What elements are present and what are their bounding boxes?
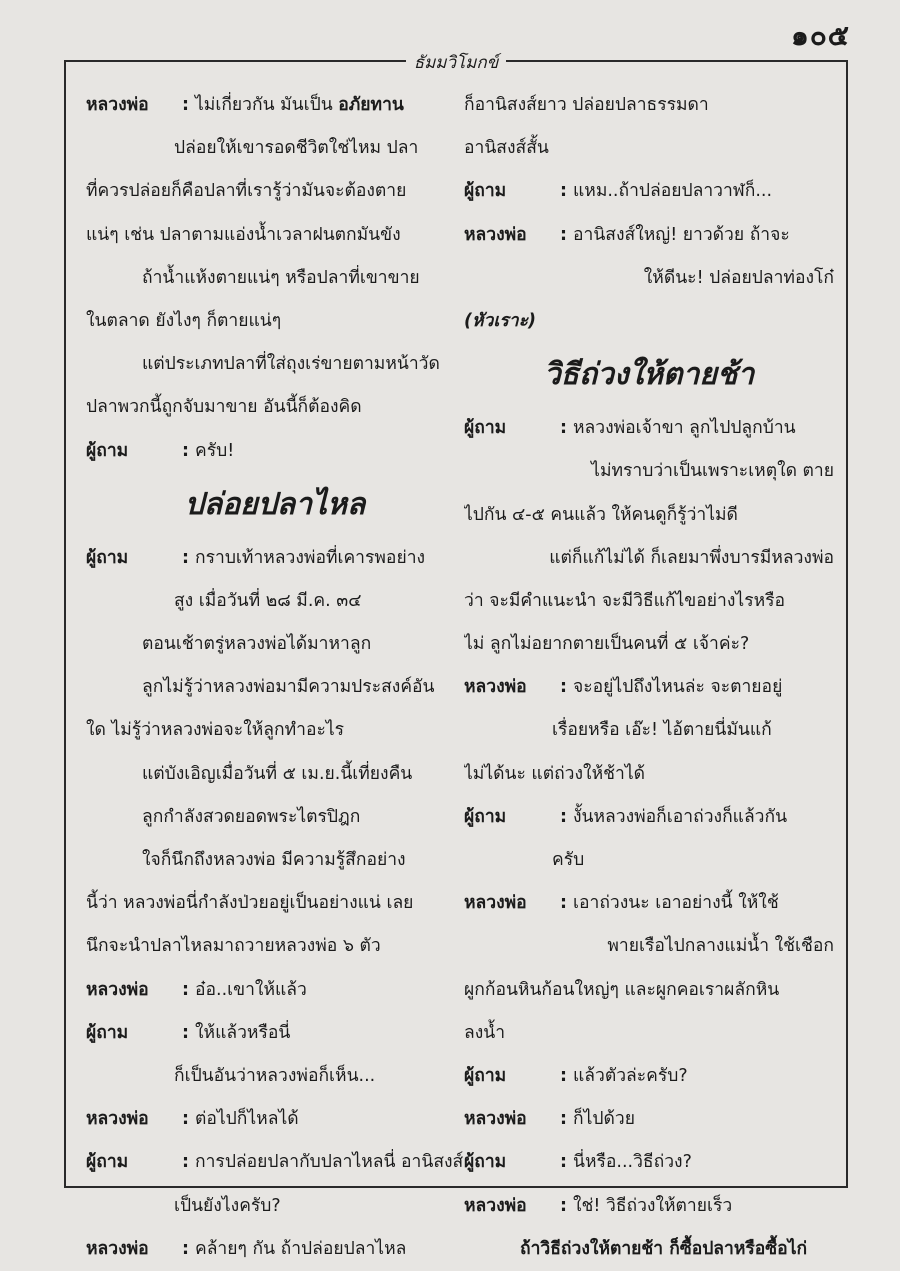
text-line: ใจก็นึกถึงหลวงพ่อ มีความรู้สึกอย่าง	[142, 850, 406, 870]
dialogue-line: หลวงพ่อ : จะอยู่ไปถึงไหนล่ะ จะตายอยู่	[464, 666, 834, 709]
dialogue-line: หลวงพ่อ : ต่อไปก็ไหลได้	[86, 1098, 464, 1141]
text-line: สูง เมื่อวันที่ ๒๘ มี.ค. ๓๔	[174, 590, 362, 611]
page-number: ๑๐๕	[790, 19, 850, 52]
line-text: เอาถ่วงนะ เอาอย่างนี้ ให้ใช้	[573, 893, 779, 914]
text-line: ไม่ ลูกไม่อยากตายเป็นคนที่ ๕ เจ้าค่ะ?	[464, 634, 750, 655]
line-text: ครับ!	[195, 440, 235, 461]
text-line: ปล่อยให้เขารอดชีวิตใช่ไหม ปลา	[174, 138, 419, 159]
dialogue-line: หลวงพ่อ : ก็ไปด้วย	[464, 1098, 834, 1141]
text-line: ลูกไม่รู้ว่าหลวงพ่อมามีความประสงค์อัน	[142, 677, 435, 698]
speaker-label: ผู้ถาม	[464, 1152, 507, 1173]
speaker-label: หลวงพ่อ	[86, 979, 149, 1000]
line-text: ให้แล้วหรือนี่	[195, 1022, 291, 1043]
text-line: ลูกกำลังสวดยอดพระไตรปิฎก	[142, 806, 361, 827]
speaker-label: ผู้ถาม	[464, 418, 507, 439]
right-column	[464, 84, 834, 1271]
speaker-label: หลวงพ่อ	[464, 1109, 527, 1130]
speaker-label: ผู้ถาม	[86, 547, 129, 568]
line-text: นี่หรือ...วิธีถ่วง?	[573, 1152, 692, 1173]
text-line: แต่ประเภทปลาที่ใส่ถุงเร่ขายตามหน้าวัด	[142, 354, 440, 375]
text-line: ถ้าวิธีถ่วงให้ตายช้า ก็ซื้อปลาหรือซื้อไก่	[520, 1238, 808, 1259]
speaker-label: ผู้ถาม	[464, 181, 507, 202]
speaker-label: ผู้ถาม	[464, 1065, 507, 1086]
dialogue-line: ผู้ถาม : แล้วตัวล่ะครับ?	[464, 1055, 834, 1098]
text-line: ตอนเช้าตรู่หลวงพ่อได้มาหาลูก	[142, 634, 372, 655]
dialogue-line: ผู้ถาม : นี่หรือ...วิธีถ่วง?	[464, 1141, 834, 1184]
text-line: ครับ	[552, 850, 585, 870]
text-line: ถ้าน้ำแห้งตายแน่ๆ หรือปลาที่เขาขาย	[142, 267, 420, 288]
dialogue-line: ผู้ถาม : ให้แล้วหรือนี่	[86, 1012, 464, 1055]
dialogue-line: หลวงพ่อ : ไม่เกี่ยวกัน มันเป็น อภัยทาน	[86, 84, 464, 127]
speaker-label: หลวงพ่อ	[464, 224, 527, 245]
text-line: ก็เป็นอันว่าหลวงพ่อก็เห็น...	[174, 1065, 376, 1086]
dialogue-line: ผู้ถาม : กราบเท้าหลวงพ่อที่เคารพอย่าง	[86, 537, 464, 580]
text-line: ไม่ได้นะ แต่ถ่วงให้ช้าได้	[464, 763, 645, 784]
speaker-label: หลวงพ่อ	[464, 677, 527, 698]
line-text: อ๋อ..เขาให้แล้ว	[195, 979, 307, 1000]
line-text: ต่อไปก็ไหลได้	[195, 1109, 299, 1130]
running-head	[66, 49, 846, 76]
line-text: งั้นหลวงพ่อก็เอาถ่วงก็แล้วกัน	[573, 806, 788, 827]
section-heading: ปล่อยปลาไหล	[184, 486, 366, 522]
dialogue-line: ผู้ถาม : งั้นหลวงพ่อก็เอาถ่วงก็แล้วกัน	[464, 796, 834, 839]
running-head-text: ธัมมวิโมกข์	[406, 53, 507, 73]
text-line: แน่ๆ เช่น ปลาตามแอ่งน้ำเวลาฝนตกมันขัง	[86, 224, 401, 245]
text-line: ไม่ทราบว่าเป็นเพราะเหตุใด ตาย	[591, 461, 834, 482]
text-line: ผูกก้อนหินก้อนใหญ่ๆ และผูกคอเราผลักหิน	[464, 979, 780, 1000]
text-line: ที่ควรปล่อยก็คือปลาที่เรารู้ว่ามันจะต้องตาย	[86, 181, 407, 202]
speaker-label: หลวงพ่อ	[86, 1109, 149, 1130]
text-line: ในตลาด ยังไงๆ ก็ตายแน่ๆ	[86, 310, 282, 331]
text-line: นี้ว่า หลวงพ่อนี่กำลังป่วยอยู่เป็นอย่างแน่ เลย	[86, 893, 414, 914]
speaker-label: หลวงพ่อ	[464, 893, 527, 914]
dialogue-line: หลวงพ่อ : อ๋อ..เขาให้แล้ว	[86, 969, 464, 1012]
dialogue-line: ผู้ถาม : หลวงพ่อเจ้าขา ลูกไปปลูกบ้าน	[464, 407, 834, 450]
text-line: อานิสงส์สั้น	[464, 138, 549, 159]
dialogue-line: หลวงพ่อ : ใช่! วิธีถ่วงให้ตายเร็ว	[464, 1185, 834, 1228]
line-text: คล้ายๆ กัน ถ้าปล่อยปลาไหล	[195, 1238, 407, 1259]
speaker-label: ผู้ถาม	[86, 440, 129, 461]
line-text: หลวงพ่อเจ้าขา ลูกไปปลูกบ้าน	[573, 418, 796, 439]
text-frame	[64, 53, 848, 1259]
dialogue-line: ผู้ถาม : แหม..ถ้าปล่อยปลาวาฬก็...	[464, 170, 834, 213]
line-text: ก็ไปด้วย	[573, 1109, 635, 1130]
left-column	[86, 84, 464, 1271]
line-text: แหม..ถ้าปล่อยปลาวาฬก็...	[573, 181, 773, 202]
text-line: (หัวเราะ)	[464, 310, 536, 331]
line-text: ใช่! วิธีถ่วงให้ตายเร็ว	[573, 1195, 733, 1216]
text-line: แต่บังเอิญเมื่อวันที่ ๕ เม.ย.นี้เที่ยงคืน	[142, 763, 413, 784]
line-text: ไม่เกี่ยวกัน มันเป็น	[195, 95, 333, 115]
text-line: ก็อานิสงส์ยาว ปล่อยปลาธรรมดา	[464, 95, 709, 115]
speaker-label: ผู้ถาม	[464, 806, 507, 827]
speaker-label: ผู้ถาม	[86, 1152, 129, 1173]
speaker-label: หลวงพ่อ	[86, 95, 149, 115]
line-text: อานิสงส์ใหญ่! ยาวด้วย ถ้าจะ	[573, 224, 790, 245]
dialogue-line: ผู้ถาม : ครับ!	[86, 430, 464, 473]
text-line: ว่า จะมีคำแนะนำ จะมีวิธีแก้ไขอย่างไรหรือ	[464, 590, 786, 611]
line-text: การปล่อยปลากับปลาไหลนี่ อานิสงส์	[195, 1152, 464, 1173]
text-line: ลงน้ำ	[464, 1022, 506, 1043]
line-text: แล้วตัวล่ะครับ?	[573, 1065, 688, 1086]
text-line: ให้ดีนะ! ปล่อยปลาท่องโก๋	[643, 267, 834, 288]
speaker-label: หลวงพ่อ	[464, 1195, 527, 1216]
text-line: ไปกัน ๔-๕ คนแล้ว ให้คนดูก็รู้ว่าไม่ดี	[464, 504, 738, 525]
emphasis-text: อภัยทาน	[338, 95, 404, 115]
text-line: นึกจะนำปลาไหลมาถวายหลวงพ่อ ๖ ตัว	[86, 936, 381, 957]
speaker-label: ผู้ถาม	[86, 1022, 129, 1043]
dialogue-line: หลวงพ่อ : เอาถ่วงนะ เอาอย่างนี้ ให้ใช้	[464, 882, 834, 925]
dialogue-line: ผู้ถาม : การปล่อยปลากับปลาไหลนี่ อานิสงส์	[86, 1141, 464, 1184]
dialogue-line: หลวงพ่อ : อานิสงส์ใหญ่! ยาวด้วย ถ้าจะ	[464, 214, 834, 257]
text-line: พายเรือไปกลางแม่น้ำ ใช้เชือก	[607, 936, 834, 957]
text-line: แต่ก็แก้ไม่ได้ ก็เลยมาพึ่งบารมีหลวงพ่อ	[549, 547, 834, 568]
dialogue-line: หลวงพ่อ : คล้ายๆ กัน ถ้าปล่อยปลาไหล	[86, 1228, 464, 1271]
text-line: ใด ไม่รู้ว่าหลวงพ่อจะให้ลูกทำอะไร	[86, 720, 345, 741]
text-line: ปลาพวกนี้ถูกจับมาขาย อันนี้ก็ต้องคิด	[86, 397, 362, 418]
line-text: กราบเท้าหลวงพ่อที่เคารพอย่าง	[195, 547, 426, 568]
text-line: เป็นยังไงครับ?	[174, 1195, 281, 1216]
line-text: จะอยู่ไปถึงไหนล่ะ จะตายอยู่	[573, 677, 783, 698]
section-heading: วิธีถ่วงให้ตายช้า	[543, 357, 755, 393]
speaker-label: หลวงพ่อ	[86, 1238, 149, 1259]
text-line: เรื่อยหรือ เอ๊ะ! ไอ้ตายนี่มันแก้	[552, 720, 772, 741]
